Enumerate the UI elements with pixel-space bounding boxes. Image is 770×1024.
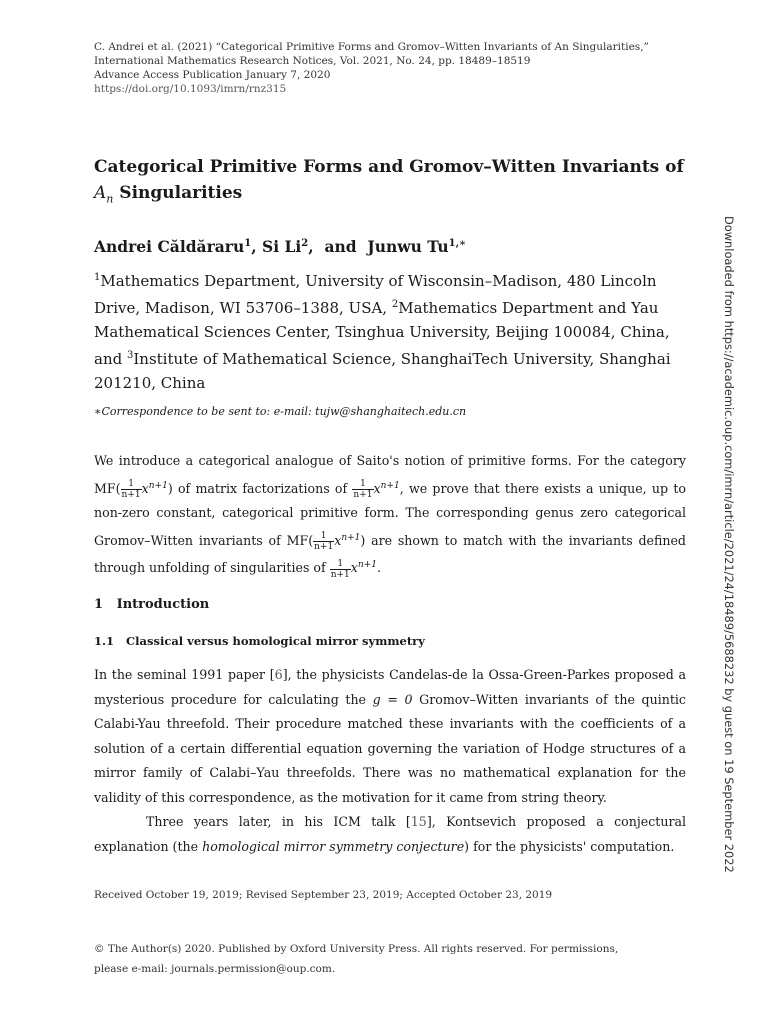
received-dates: Received October 19, 2019; Revised September 23, 2019; Accepted October 23, 2019 <box>94 889 553 901</box>
fraction-3: $\frac{1}{n+1}$ <box>314 530 334 552</box>
author-list: Andrei Căldăraru$^1$, Si Li$^2$, and Junwu $Tu^{1,∗}$ <box>94 237 467 256</box>
title-math-sub: n <box>106 192 114 206</box>
correspondence-note: ∗Correspondence to be sent to: e-mail: tujw@shanghaitech.edu.cn <box>94 405 467 418</box>
citation-line-3: Advance Access Publication January 7, 2020 <box>94 69 331 81</box>
author-1: Andrei Căldăraru <box>94 237 245 256</box>
subsection-number: 1.1 <box>94 634 115 648</box>
section-heading <box>94 597 209 612</box>
citation-ref-6[interactable]: 6 <box>274 667 283 682</box>
title-math-a: A <box>94 183 107 203</box>
abstract-text-3: , we prove that there exists a unique, up to non-zero constant, categorical primitive form. The corresponding genus zero categorical Gromov–Witten invariants of MF( <box>94 480 686 548</box>
subsection-title: Classical versus homological mirror symmetry <box>126 634 425 648</box>
section-number: 1 <box>94 597 104 612</box>
copyright-notice <box>94 939 618 979</box>
fraction-1: $\frac{1}{n+1}$ <box>121 478 141 500</box>
affil-sup-3: 3 <box>126 350 134 361</box>
citation-header <box>94 40 649 96</box>
affil-sup-1: 1 <box>94 272 101 283</box>
author-3: Junwu Tu <box>367 237 449 256</box>
title-rest: Singularities <box>113 183 243 203</box>
abstract-text-2: ) of matrix factorizations of <box>167 480 353 496</box>
copyright-line-2: please e-mail: journals.permission@oup.com. <box>94 963 336 975</box>
paper-title <box>94 154 694 212</box>
download-watermark: Downloaded from https://academic.oup.com/imrn/article/2021/24/18489/5688232 by guest on 19 September 2022 <box>722 216 736 873</box>
citation-ref-15[interactable]: 15 <box>410 814 427 829</box>
affiliation-1: Mathematics Department, University of Wisconsin–Madison, 480 Lincoln Drive, Madison, WI 53706–1388, USA, <box>94 272 657 317</box>
fraction-2: $\frac{1}{n+1}$ <box>353 478 373 500</box>
doi-link[interactable]: https://doi.org/10.1093/imrn/rnz315 <box>94 83 287 95</box>
paragraph-1: In the seminal 1991 paper [6], the physicists Candelas-de la Ossa-Green-Parkes proposed a mysterious procedure for calculating the g = 0 Gromov–Witten invariants of the quintic Calabi-Yau threefold. Their procedure matched these invariants with the coefficients of a solution of a certain differential equation governing the variation of Hodge structures of a mirror family of Calabi–Yau threefolds. There was no mathematical explanation for the validity of this correspondence, as the motivation for it came from string theory. <box>94 667 686 805</box>
copyright-line-1: © The Author(s) 2020. Published by Oxford University Press. All rights reserved. For permissions, <box>94 943 619 955</box>
affil-sup-2: 2 <box>391 299 399 310</box>
abstract: We introduce a categorical analogue of Saito's notion of primitive forms. For the category MF( $\frac{1}{n+1}$ $x^{n+1}$) of matrix factorizations of $\frac{1}{n+1}$ $x^{n+1}$, we prove that there exists a unique, up to non-zero constant, categorical primitive form. The corresponding genus zero categorical Gromov–Witten invariants of MF( $\frac{1}{n+1}$ $x^{n+1}$) are shown to match with the invariants defined through unfolding of singularities of $\frac{1}{n+1}$ $x^{n+1}$. <box>94 453 686 580</box>
author-2: Si Li <box>262 237 302 256</box>
title-line-1: Categorical Primitive Forms and Gromov–Witten Invariants of <box>94 157 684 177</box>
abstract-text-4: ) are shown to match with the invariants defined through unfolding of singularities of <box>94 532 686 576</box>
subsection-heading <box>94 634 425 648</box>
author-and: and <box>324 237 357 256</box>
abstract-text-1: We introduce a categorical analogue of Saito's notion of primitive forms. For the category MF( <box>94 453 686 496</box>
author-1-sup: 1 <box>244 237 252 249</box>
affiliation-3: Institute of Mathematical Science, ShanghaiTech University, Shanghai 201210, China <box>94 350 671 392</box>
fraction-4: $\frac{1}{n+1}$ <box>330 558 350 580</box>
affiliations <box>94 266 686 395</box>
author-2-sup: 2 <box>301 237 309 249</box>
author-3-sup: 1,∗ <box>448 237 467 249</box>
section-title: Introduction <box>116 597 210 612</box>
paragraph-2: Three years later, in his ICM talk [15], Kontsevich proposed a conjectural explanation (the homological mirror symmetry conjecture) for the physicists' computation. <box>94 814 686 854</box>
title-line-2 <box>94 180 694 212</box>
hms-term: homological mirror symmetry conjecture <box>202 838 465 854</box>
math-g-equals-zero: g = 0 <box>372 691 413 707</box>
abstract-text-5: . <box>376 560 381 576</box>
citation-line-2: International Mathematics Research Notices, Vol. 2021, No. 24, pp. 18489–18519 <box>94 55 531 67</box>
body-text <box>94 663 686 859</box>
affiliation-2: Mathematics Department and Yau Mathematical Sciences Center, Tsinghua University, Beijing 100084, China, and <box>94 299 670 368</box>
citation-line-1: C. Andrei et al. (2021) “Categorical Primitive Forms and Gromov–Witten Invariants of An Singularities,” <box>94 41 649 53</box>
